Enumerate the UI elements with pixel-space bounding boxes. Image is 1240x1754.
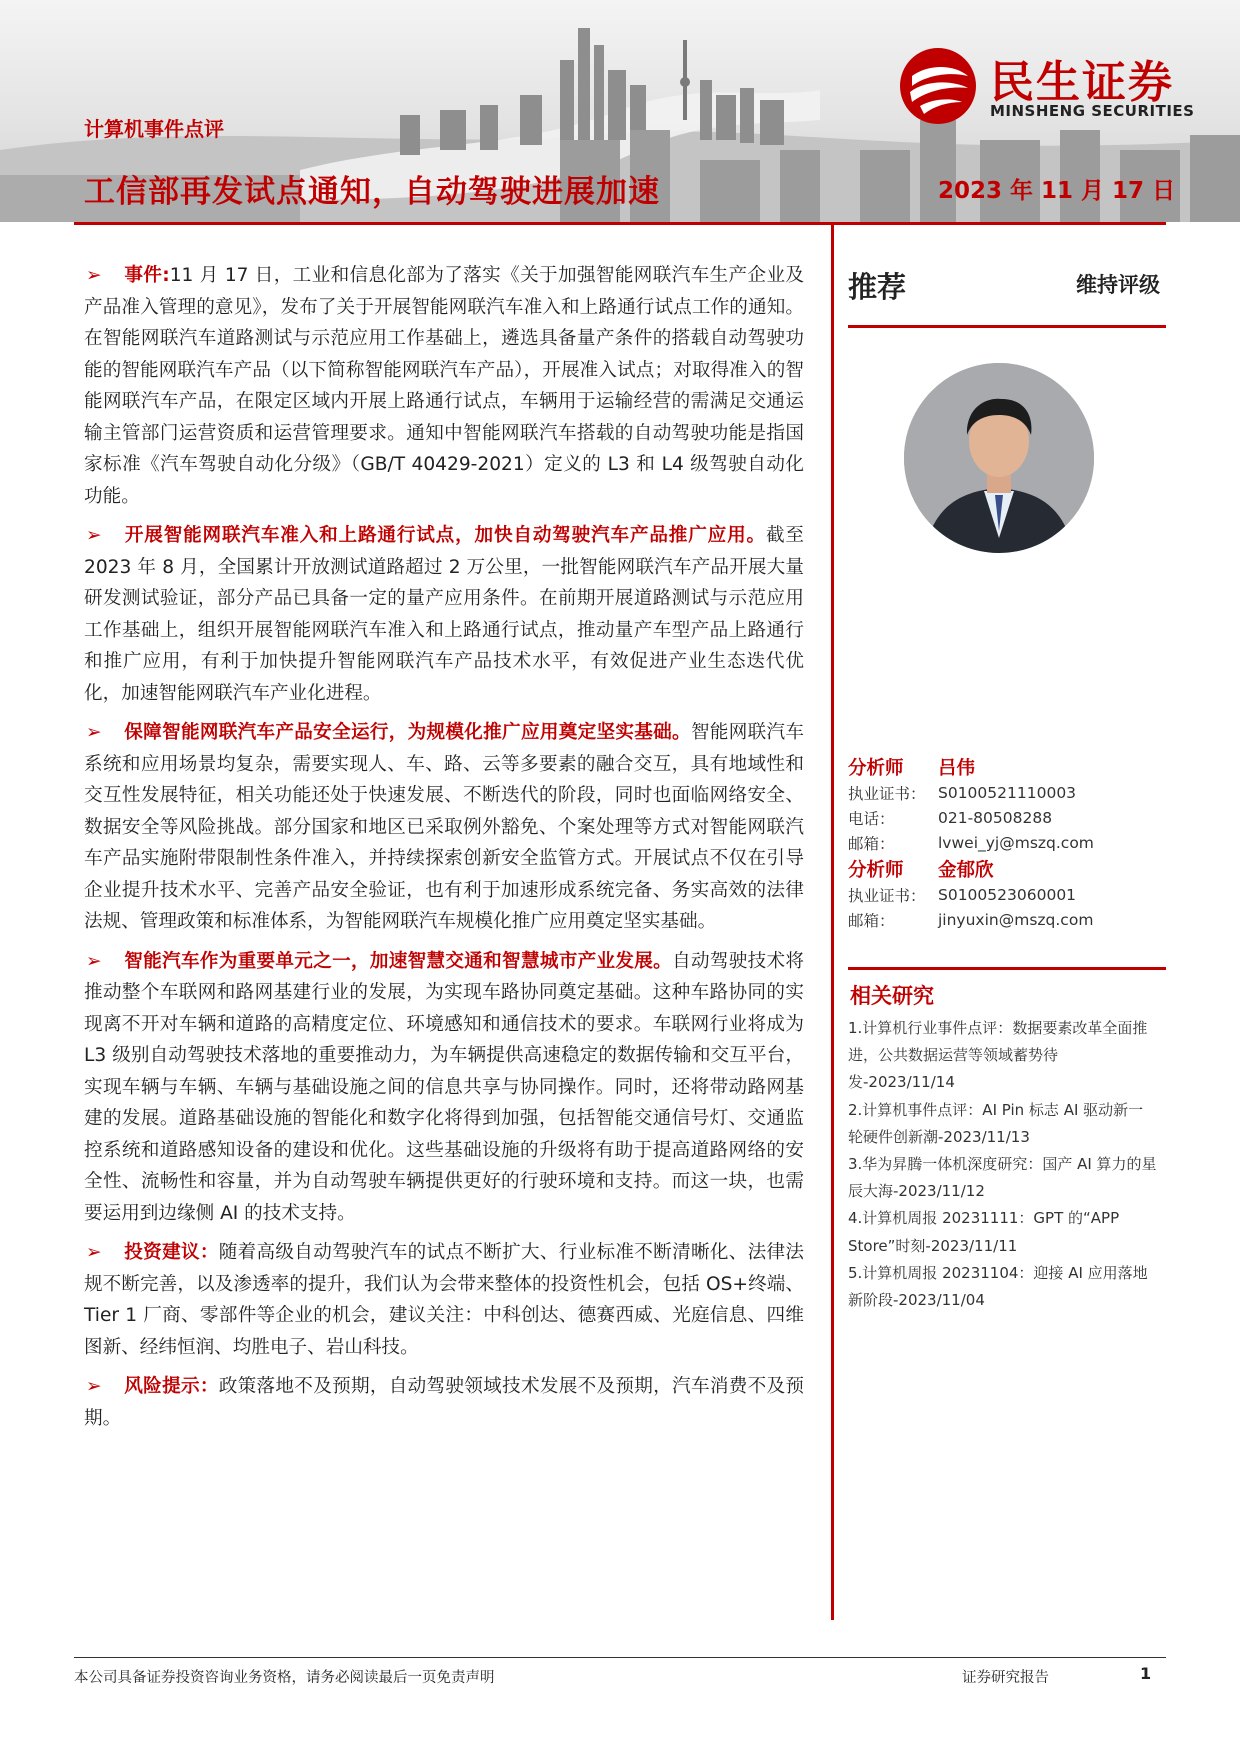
body-paragraph <box>84 520 804 709</box>
paragraph-text: 随着高级自动驾驶汽车的试点不断扩大、行业标准不断清晰化、法律法规不断完善，以及渗透率的提升，我们认为会带来整体的投资性机会，包括 OS+终端、Tier 1 厂商、零部件等企业的机会，建议关注：中科创达、德赛西威、光庭信息、四维图新、经纬恒润、均胜电子、岩山科技。 <box>84 1242 804 1358</box>
research-link[interactable]: 1.计算机行业事件点评：数据要素改革全面推进，公共数据运营等领域蓄势待发-2023/11/14 <box>848 1019 1148 1092</box>
research-link[interactable]: 2.计算机事件点评：AI Pin 标志 AI 驱动新一轮硬件创新潮-2023/11/13 <box>848 1100 1144 1146</box>
rating-divider <box>848 325 1166 328</box>
contact-label: 执业证书： <box>848 886 926 905</box>
paragraph-heading: 事件: <box>124 265 170 286</box>
report-body <box>84 260 804 1442</box>
bullet-arrow-icon: ➢ <box>86 722 102 743</box>
paragraph-heading: 风险提示： <box>124 1376 219 1397</box>
analyst-contact-row <box>848 830 1166 855</box>
contact-label: 电话： <box>848 809 895 828</box>
analyst-contact-row <box>848 882 1166 907</box>
paragraph-text: 自动驾驶技术将推动整个车联网和路网基建行业的发展，为实现车路协同奠定基础。这种车路协同的实现离不开对车辆和道路的高精度定位、环境感知和通信技术的要求。车联网行业将成为 L3 级别自动驾驶技术落地的重要推动力，为车辆提供高速稳定的数据传输和交互平台，实现车辆与车辆、车辆与基础设施之间的信息共享与协同操作。同时，还将带动路网基建的发展。道路基础设施的智能化和数字化将得到加强，包括智能交通信号灯、交通监控系统和道路感知设备的建设和优化。这些基础设施的升级将有助于提高道路网络的安全性、流畅性和容量，并为自动驾驶车辆提供更好的行驶环境和支持。而这一块，也需要运用到边缘侧 AI 的技术支持。 <box>84 950 804 1224</box>
analyst-name: 金郁欣 <box>938 859 994 881</box>
analyst-role: 分析师 <box>848 859 904 881</box>
body-paragraph <box>84 1371 804 1434</box>
contact-label: 执业证书： <box>848 784 926 803</box>
bullet-arrow-icon: ➢ <box>86 265 102 286</box>
related-research-title: 相关研究 <box>848 967 1166 1015</box>
body-paragraph <box>84 1237 804 1363</box>
column-divider <box>831 225 834 1620</box>
rating-status: 维持评级 <box>1076 273 1160 297</box>
analyst-info <box>848 753 1166 932</box>
body-paragraph <box>84 946 804 1230</box>
related-research <box>848 967 1166 1314</box>
contact-value: jinyuxin@mszq.com <box>938 910 1094 929</box>
analyst-contact-row <box>848 780 1166 805</box>
bullet-arrow-icon: ➢ <box>86 1242 102 1263</box>
body-paragraph <box>84 260 804 512</box>
analyst-photo <box>904 363 1094 553</box>
bullet-arrow-icon: ➢ <box>86 525 102 546</box>
research-link[interactable]: 3.华为昇腾一体机深度研究：国产 AI 算力的星辰大海-2023/11/12 <box>848 1155 1157 1201</box>
rating-box <box>848 225 1166 325</box>
contact-label: 邮箱： <box>848 911 895 930</box>
analyst-name-row <box>848 855 1166 882</box>
minsheng-logo <box>898 46 1198 126</box>
body-paragraph <box>84 717 804 938</box>
page-number: 1 <box>1140 1664 1152 1683</box>
footer-report-type: 证券研究报告 <box>962 1670 1049 1686</box>
report-date: 2023 年 11 月 17 日 <box>938 178 1176 204</box>
contact-value: lvwei_yj@mszq.com <box>938 833 1094 852</box>
contact-value: 021-80508288 <box>938 808 1053 827</box>
report-title: 工信部再发试点通知，自动驾驶进展加速 <box>84 174 660 210</box>
rating-label: 推荐 <box>848 270 907 304</box>
paragraph-text: 截至 2023 年 8 月，全国累计开放测试道路超过 2 万公里，一批智能网联汽车产品开展大量研发测试验证，部分产品已具备一定的量产应用条件。在前期开展道路测试与示范应用工作基础上，组织开展智能网联汽车准入和上路通行试点，推动量产车型产品上路通行和推广应用，有利于加快提升智能网联汽车产品技术水平，有效促进产业生态迭代优化，加速智能网联汽车产业化进程。 <box>84 525 804 704</box>
analyst-contact-row <box>848 907 1166 932</box>
research-link[interactable]: 5.计算机周报 20231104：迎接 AI 应用落地新阶段-2023/11/04 <box>848 1263 1148 1310</box>
sidebar <box>848 225 1166 1310</box>
research-link[interactable]: 4.计算机周报 20231111：GPT 的“APP Store”时刻-2023/11/11 <box>848 1209 1120 1255</box>
paragraph-heading: 开展智能网联汽车准入和上路通行试点，加快自动驾驶汽车产品推广应用。 <box>124 525 766 546</box>
related-research-list <box>848 1015 1166 1314</box>
paragraph-heading: 投资建议： <box>124 1242 219 1263</box>
analyst-role: 分析师 <box>848 757 904 779</box>
contact-value: S0100521110003 <box>938 783 1077 802</box>
analyst-name-row <box>848 753 1166 780</box>
contact-value: S0100523060001 <box>938 885 1077 904</box>
contact-label: 邮箱： <box>848 834 895 853</box>
report-category: 计算机事件点评 <box>84 117 224 141</box>
logo-text-cn: 民生证券 <box>990 57 1174 108</box>
analyst-name: 吕伟 <box>938 757 976 779</box>
paragraph-heading: 保障智能网联汽车产品安全运行，为规模化推广应用奠定坚实基础。 <box>124 722 691 743</box>
paragraph-heading: 智能汽车作为重要单元之一，加速智慧交通和智慧城市产业发展。 <box>124 950 673 972</box>
footer-disclaimer: 本公司具备证券投资咨询业务资格，请务必阅读最后一页免责声明 <box>74 1670 495 1686</box>
minsheng-logo-icon <box>898 46 978 126</box>
bullet-arrow-icon: ➢ <box>86 1376 102 1397</box>
analyst-contact-row <box>848 805 1166 830</box>
footer-divider <box>74 1657 1166 1658</box>
logo-text-en: MINSHENG SECURITIES <box>990 102 1195 120</box>
paragraph-text: 11 月 17 日，工业和信息化部为了落实《关于加强智能网联汽车生产企业及产品准入管理的意见》，发布了关于开展智能网联汽车准入和上路通行试点工作的通知。在智能网联汽车道路测试与示范应用工作基础上，遴选具备量产条件的搭载自动驾驶功能的智能网联汽车产品（以下简称智能网联汽车产品），开展准入试点；对取得准入的智能网联汽车产品，在限定区域内开展上路通行试点，车辆用于运输经营的需满足交通运输主管部门运营资质和运营管理要求。通知中智能网联汽车搭载的自动驾驶功能是指国家标准《汽车驾驶自动化分级》（GB/T 40429-2021）定义的 L3 和 L4 级驾驶自动化功能。 <box>84 265 804 507</box>
bullet-arrow-icon: ➢ <box>86 950 102 972</box>
paragraph-text: 政策落地不及预期，自动驾驶领域技术发展不及预期，汽车消费不及预期。 <box>84 1376 804 1429</box>
paragraph-text: 智能网联汽车系统和应用场景均复杂，需要实现人、车、路、云等多要素的融合交互，具有地域性和交互性发展特征，相关功能还处于快速发展、不断迭代的阶段，同时也面临网络安全、数据安全等风险挑战。部分国家和地区已采取例外豁免、个案处理等方式对智能网联汽车产品实施附带限制性条件准入，并持续探索创新安全监管方式。开展试点不仅在引导企业提升技术水平、完善产品安全验证，也有利于加速形成系统完备、务实高效的法律法规、管理政策和标准体系，为智能网联汽车规模化推广应用奠定坚实基础。 <box>84 722 804 932</box>
